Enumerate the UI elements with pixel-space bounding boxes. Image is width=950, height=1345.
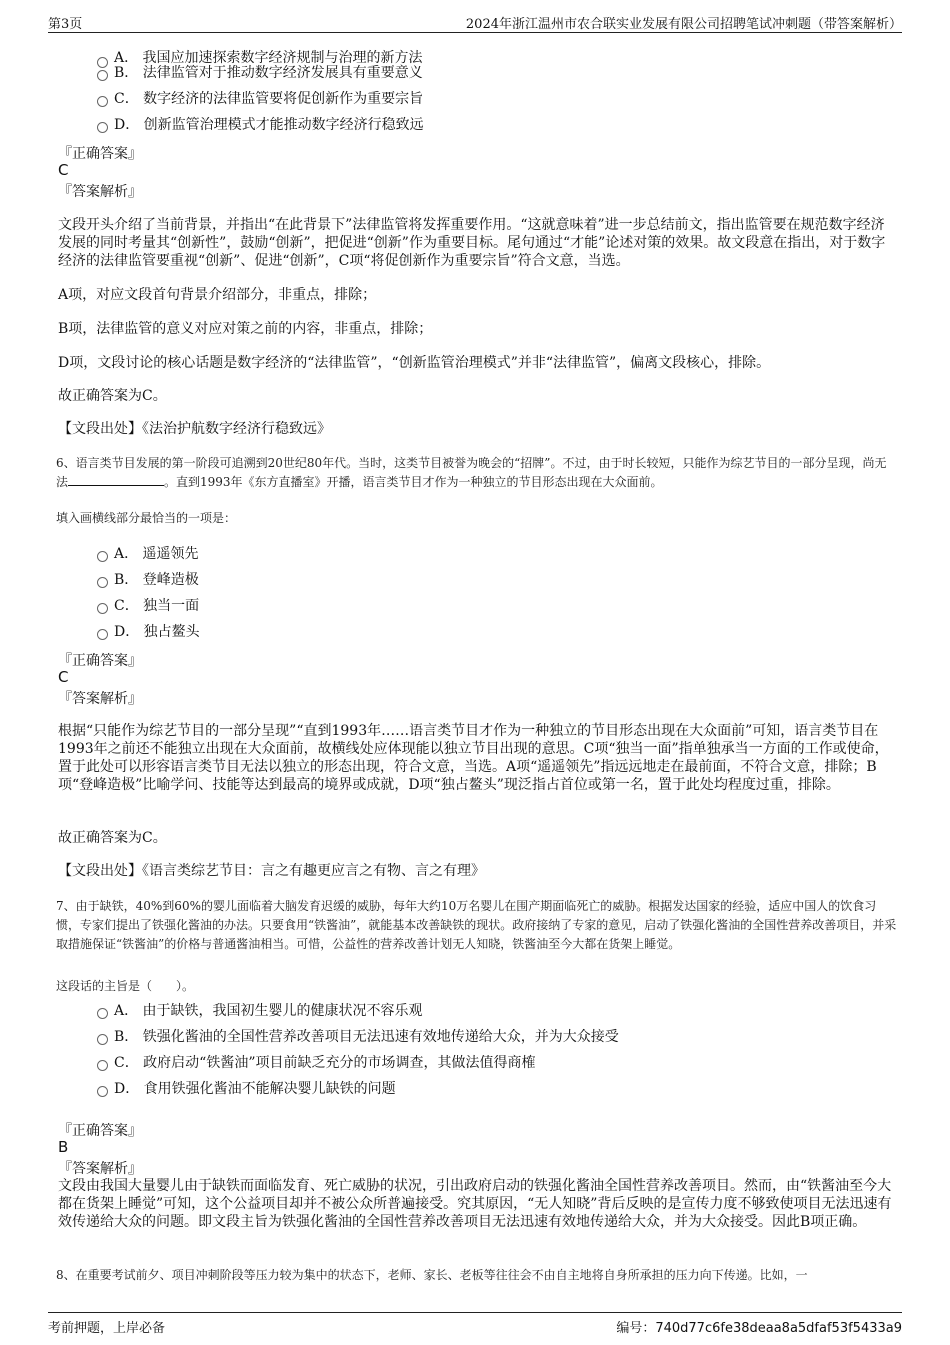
q8-stem: 8、在重要考试前夕、项目冲刺阶段等压力较为集中的状态下，老师、家长、老板等往往会不由自主地将自身所承担的压力向下传递。比如，一 [56, 1268, 808, 1282]
q5-option-a: A． 我国应加速探索数字经济规制与治理的新方法 [114, 50, 423, 66]
q7-analysis-label: 『答案解析』 [58, 1161, 142, 1177]
q6-stem: 6、语言类节目发展的第一阶段可追溯到20世纪80年代。当时，这类节目被誉为晚会的“招牌”。不过，由于时长较短，只能作为综艺节目的一部分呈现，尚无法 。直到1993年《东方直播室》开播，语言类节目才作为一种独立的节目形态出现在大众面前。 [56, 456, 887, 489]
q5-analysis-label: 『答案解析』 [58, 184, 142, 200]
q6-analysis-main: 根据“只能作为综艺节目的一部分呈现”“直到1993年……语言类节目才作为一种独立的节目形态出现在大众面前”可知，语言类节目在1993年之前还不能独立出现在大众面前，故横线处应体现能以独立节目出现的意思。C项“独当一面”指单独承当一方面的工作或使命，置于此处可以形容语言类节目无法以独立的形态出现，符合文意，当选。A项“遥遥领先”指远远地走在最前面，不符合文意，排除；B项“登峰造极”比喻学问、技能等达到最高的境界或成就，D项“独占鳌头”现泛指占首位或第一名，置于此处均程度过重，排除。 [58, 723, 889, 793]
q7-prompt: 这段话的主旨是（ ）。 [56, 979, 195, 993]
footer-slogan: 考前押题，上岸必备 [48, 1321, 166, 1336]
q7-option-c: C． 政府启动“铁酱油”项目前缺乏充分的市场调查，其做法值得商榷 [114, 1055, 536, 1071]
q5-source: 【文段出处】《法治护航数字经济行稳致远》 [58, 421, 331, 437]
radio-q7-c[interactable] [97, 1060, 108, 1071]
q6-prompt: 填入画横线部分最恰当的一项是： [56, 511, 237, 525]
document-code: 编号：740d77c6fe38deaa8a5dfaf53f5433a9 [616, 1321, 902, 1336]
q6-option-a: A． 遥遥领先 [114, 546, 199, 562]
q5-analysis-d: D项，文段讨论的核心话题是数字经济的“法律监管”，“创新监管治理模式”并非“法律监管”，偏离文段核心，排除。 [58, 355, 771, 371]
q5-analysis-a: A项，对应文段首句背景介绍部分，非重点，排除； [58, 287, 377, 303]
q7-option-d: D． 食用铁强化酱油不能解决婴儿缺铁的问题 [114, 1081, 396, 1097]
radio-q6-d[interactable] [97, 629, 108, 640]
q6-answer: C [58, 668, 69, 686]
q7-analysis: 文段由我国大量婴儿由于缺铁而面临发育、死亡威胁的状况，引出政府启动的铁强化酱油全国性营养改善项目。然而，由“铁酱油至今大都在货架上睡觉”可知，这个公益项目却并不被公众所普遍接受。究其原因，“无人知晓”背后反映的是宣传力度不够致使项目无法迅速有效传递给大众的问题。即文段主旨为铁强化酱油的全国性营养改善项目无法迅速有效地传递给大众，并为大众接受。因此B项正确。 [58, 1178, 892, 1230]
radio-q7-a[interactable] [97, 1008, 108, 1019]
page-number: 第3页 [48, 17, 83, 32]
q7-option-a: A． 由于缺铁，我国初生婴儿的健康状况不容乐观 [114, 1003, 423, 1019]
page-header [48, 10, 902, 33]
q7-option-b: B． 铁强化酱油的全国性营养改善项目无法迅速有效地传递给大众，并为大众接受 [114, 1029, 619, 1045]
q5-answer-label: 『正确答案』 [58, 146, 142, 162]
q7-stem: 7、由于缺铁，40%到60%的婴儿面临着大脑发育迟缓的威胁，每年大约10万名婴儿在围产期面临死亡的威胁。根据发达国家的经验，适应中国人的饮食习惯，专家们提出了铁强化酱油的办法。只要食用“铁酱油”，就能基本改善缺铁的现状。政府接纳了专家的意见，启动了铁强化酱油的全国性营养改善项目，并采取措施保证“铁酱油”的价格与普通酱油相当。可惜，公益性的营养改善计划无人知晓，铁酱油至今大都在货架上睡觉。 [56, 899, 897, 951]
q5-option-c: C． 数字经济的法律监管要将促创新作为重要宗旨 [114, 91, 424, 107]
document-title: 2024年浙江温州市农合联实业发展有限公司招聘笔试冲刺题（带答案解析） [465, 17, 902, 32]
radio-q5-c[interactable] [97, 96, 108, 107]
radio-q7-b[interactable] [97, 1034, 108, 1045]
q6-option-b: B． 登峰造极 [114, 572, 199, 588]
radio-q6-c[interactable] [97, 603, 108, 614]
q6-option-c: C． 独当一面 [114, 598, 200, 614]
radio-q6-b[interactable] [97, 577, 108, 588]
radio-q5-d[interactable] [97, 122, 108, 133]
q6-analysis-label: 『答案解析』 [58, 691, 142, 707]
radio-q6-a[interactable] [97, 551, 108, 562]
fill-blank [68, 473, 164, 486]
q6-analysis-conclusion: 故正确答案为C。 [58, 830, 167, 846]
radio-q5-a[interactable] [97, 57, 108, 68]
q5-option-d: D． 创新监管治理模式才能推动数字经济行稳致远 [114, 117, 424, 133]
radio-q7-d[interactable] [97, 1086, 108, 1097]
q7-answer: B [58, 1138, 69, 1156]
radio-q5-b[interactable] [97, 70, 108, 81]
page-footer [48, 1312, 902, 1335]
q7-answer-label: 『正确答案』 [58, 1123, 142, 1139]
q6-option-d: D． 独占鳌头 [114, 624, 200, 640]
q5-answer: C [58, 161, 69, 179]
q5-analysis-main: 文段开头介绍了当前背景，并指出“在此背景下”法律监管将发挥重要作用。“这就意味着”进一步总结前文，指出监管要在规范数字经济发展的同时考量其“创新性”，鼓励“创新”，把促进“创新”作为重要目标。尾句通过“才能”论述对策的效果。故文段意在指出，对于数字经济的法律监管要重视“创新”、促进“创新”，C项“将促创新作为重要宗旨”符合文意，当选。 [58, 217, 886, 269]
q6-source: 【文段出处】《语言类综艺节目：言之有趣更应言之有物、言之有理》 [58, 863, 485, 879]
q5-analysis-conclusion: 故正确答案为C。 [58, 388, 167, 404]
q6-answer-label: 『正确答案』 [58, 653, 142, 669]
q5-option-b: B． 法律监管对于推动数字经济发展具有重要意义 [114, 65, 423, 81]
q5-analysis-b: B项，法律监管的意义对应对策之前的内容，非重点，排除； [58, 321, 433, 337]
